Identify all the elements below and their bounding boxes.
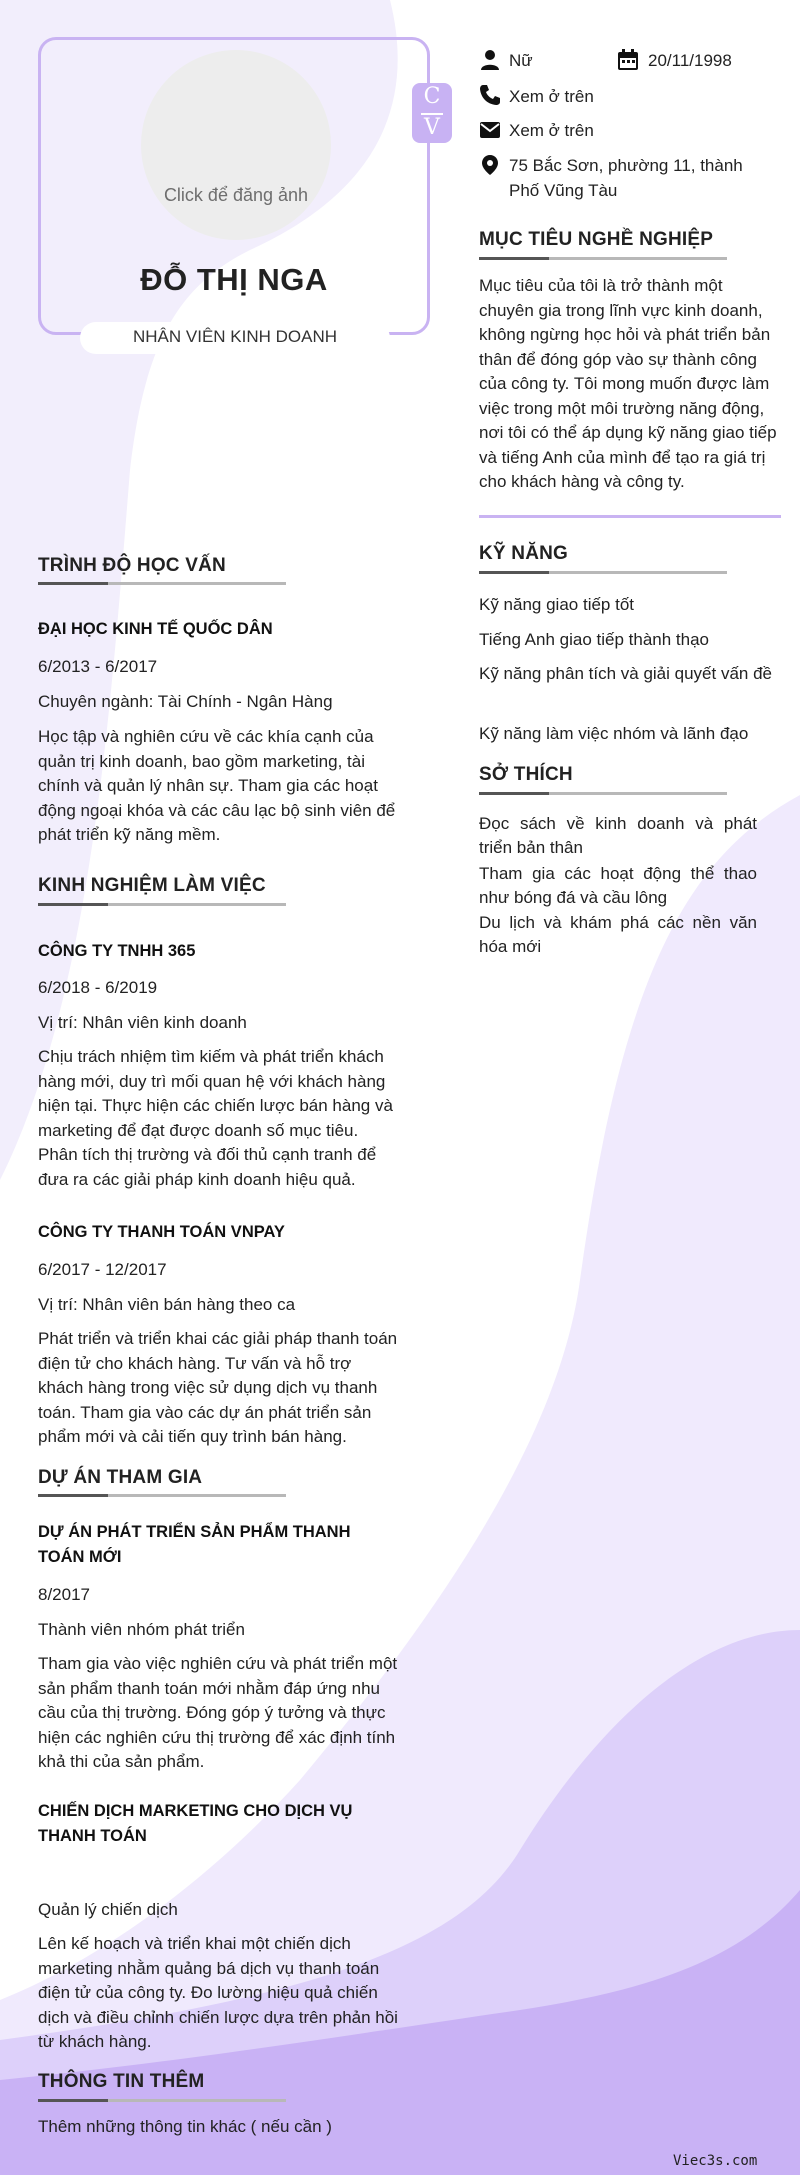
education-description: Học tập và nghiên cứu về các khía cạnh của quản trị kinh doanh, bao gồm marketing, tài chính và quản lý nhân sự. Tham gia các hoạt động ngoại khóa và các câu lạc bộ sinh viên để phát triển kỹ năng mềm. — [38, 727, 396, 844]
phone-icon — [479, 84, 501, 106]
hobbies-title: SỞ THÍCH — [479, 764, 573, 785]
hobby-item: Tham gia các hoạt động thể thao như bóng đá và cầu lông — [479, 864, 757, 907]
job-position: Vị trí: Nhân viên bán hàng theo ca — [38, 1295, 296, 1314]
company-name: CÔNG TY TNHH 365 — [38, 942, 196, 960]
skill-item: Tiếng Anh giao tiếp thành thạo — [479, 630, 709, 649]
objective-underline — [479, 257, 727, 260]
skill-item: Kỹ năng phân tích và giải quyết vấn đề — [479, 664, 772, 683]
photo-upload[interactable] — [141, 50, 331, 240]
cv-badge — [412, 83, 452, 143]
full-name: ĐỖ THỊ NGA — [140, 262, 328, 297]
school-name: ĐẠI HỌC KINH TẾ QUỐC DÂN — [38, 620, 273, 638]
user-icon — [479, 49, 501, 71]
watermark: Viec3s.com — [673, 2153, 758, 2169]
projects-title: DỰ ÁN THAM GIA — [38, 1467, 203, 1488]
project-description: Tham gia vào việc nghiên cứu và phát triển một sản phẩm thanh toán mới nhằm đáp ứng nhu cầu của thị trường. Đóng góp ý tưởng và thực hiện các nghiên cứu thị trường để xác định tính khả thi của sản phẩm. — [38, 1654, 398, 1771]
hobbies-underline — [479, 792, 727, 795]
job-title: NHÂN VIÊN KINH DOANH — [132, 327, 338, 346]
experience-title: KINH NGHIỆM LÀM VIỆC — [38, 875, 266, 896]
projects-underline — [38, 1494, 286, 1497]
email-value: Xem ở trên — [509, 121, 594, 140]
additional-title: THÔNG TIN THÊM — [38, 2071, 205, 2092]
skills-title: KỸ NĂNG — [479, 543, 569, 564]
project-name: DỰ ÁN PHÁT TRIỂN SẢN PHẨM THANH TOÁN MỚI — [38, 1523, 351, 1566]
project-period: 8/2017 — [38, 1585, 90, 1604]
objective-text: Mục tiêu của tôi là trở thành một chuyên gia trong lĩnh vực kinh doanh, không ngừng học hỏi và phát triển bản thân để đóng góp vào sự thành công của công ty. Tôi mong muốn được làm việc trong một môi trường năng động, nơi tôi có thể áp dụng kỹ năng giao tiếp và tiếng Anh của mình để tạo ra giá trị cho khách hàng và công ty. — [479, 276, 777, 491]
education-underline — [38, 582, 286, 585]
skill-item: Kỹ năng giao tiếp tốt — [479, 595, 635, 614]
right-divider — [479, 515, 781, 518]
education-period: 6/2013 - 6/2017 — [38, 657, 158, 676]
cv-badge-c: C — [423, 84, 441, 109]
email-icon — [479, 119, 501, 141]
upload-photo-text[interactable]: Click để đăng ảnh — [163, 185, 309, 205]
gender-value: Nữ — [509, 51, 533, 70]
location-icon — [479, 154, 501, 176]
job-description: Phát triển và triển khai các giải pháp thanh toán điện tử cho khách hàng. Tư vấn và hỗ trợ khách hàng trong việc sử dụng dịch vụ thanh toán. Tham gia vào các dự án phát triển sản phẩm mới và cải tiến quy trình bán hàng. — [38, 1329, 398, 1446]
calendar-icon — [617, 49, 639, 71]
project-role: Thành viên nhóm phát triển — [38, 1620, 245, 1639]
additional-text: Thêm những thông tin khác ( nếu cần ) — [38, 2117, 332, 2136]
objective-title: MỤC TIÊU NGHỀ NGHIỆP — [479, 229, 714, 250]
job-period: 6/2017 - 12/2017 — [38, 1260, 167, 1279]
cv-badge-v: V — [424, 115, 440, 140]
job-description: Chịu trách nhiệm tìm kiếm và phát triển khách hàng mới, duy trì mối quan hệ với khách hàng hiện tại. Thực hiện các chiến lược bán hàng và marketing để đạt được doanh số mục tiêu. Phân tích thị trường và đối thủ cạnh tranh để đưa ra các giải pháp kinh doanh hiệu quả. — [38, 1047, 393, 1189]
skill-item: Kỹ năng làm việc nhóm và lãnh đạo — [479, 724, 749, 743]
hobby-item: Du lịch và khám phá các nền văn hóa mới — [479, 913, 757, 956]
project-description: Lên kế hoạch và triển khai một chiến dịch marketing nhằm quảng bá dịch vụ thanh toán điện tử của công ty. Đo lường hiệu quả chiến dịch và điều chỉnh chiến lược dựa trên phản hồi từ khách hàng. — [38, 1934, 398, 2051]
birthday-value: 20/11/1998 — [648, 51, 732, 70]
job-period: 6/2018 - 6/2019 — [38, 978, 158, 997]
phone-value: Xem ở trên — [509, 87, 594, 106]
project-name: CHIẾN DỊCH MARKETING CHO DỊCH VỤ THANH TOÁN — [38, 1802, 353, 1845]
job-position: Vị trí: Nhân viên kinh doanh — [38, 1013, 247, 1032]
project-role: Quản lý chiến dịch — [38, 1900, 178, 1919]
address-value: 75 Bắc Sơn, phường 11, thành Phố Vũng Tàu — [509, 156, 743, 200]
education-title: TRÌNH ĐỘ HỌC VẤN — [38, 555, 226, 576]
skills-underline — [479, 571, 727, 574]
experience-underline — [38, 903, 286, 906]
additional-underline — [38, 2099, 286, 2102]
education-major: Chuyên ngành: Tài Chính - Ngân Hàng — [38, 692, 333, 711]
hobby-item: Đọc sách về kinh doanh và phát triển bản thân — [479, 814, 757, 857]
company-name: CÔNG TY THANH TOÁN VNPAY — [38, 1223, 285, 1241]
